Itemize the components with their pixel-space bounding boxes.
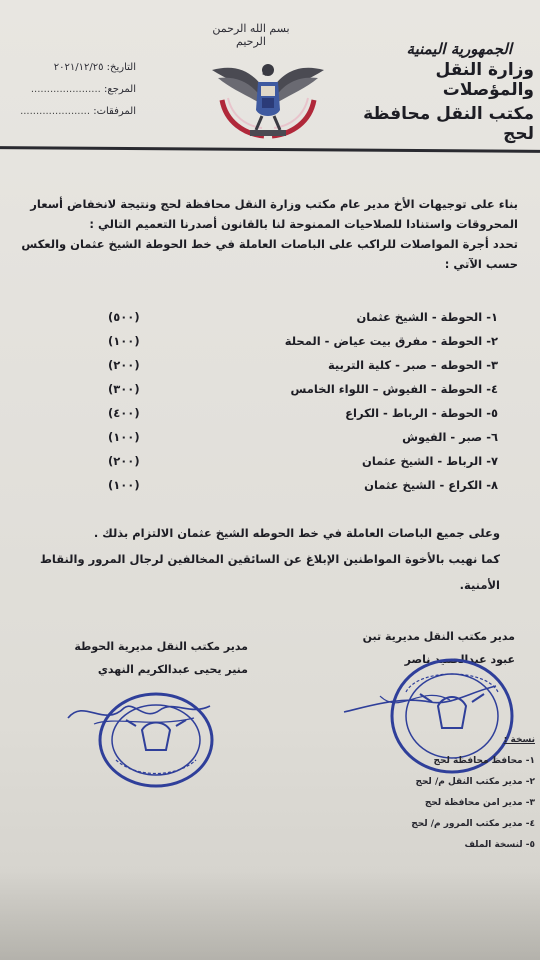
reference-label: المرجع: (104, 84, 136, 95)
yemen-emblem-icon (204, 56, 332, 144)
fare-amount: (١٠٠) (108, 334, 140, 348)
fare-item (0, 454, 540, 478)
signatory-name: منير يحيى عبدالكريم النهدي (97, 663, 248, 676)
signatory-name: عبود عبدالحميد ناصر (404, 653, 515, 666)
fare-amount: (٢٠٠) (108, 454, 140, 468)
signatory-title: مدير مكتب النقل مديرية الحوطة (74, 640, 248, 653)
copy-item: ٣- مدير امن محافظة لحج (424, 798, 535, 808)
letter-body (13, 194, 518, 274)
reference-dots: ...................... (30, 84, 101, 95)
copies-heading: نسخة : (503, 735, 535, 745)
fare-item (0, 334, 540, 358)
fare-route: ٥- الحوطة - الرباط - الكراع (345, 406, 498, 420)
copy-item: ١- محافظ محافظة لحج (433, 756, 535, 766)
signature-block-hawta (58, 640, 248, 676)
letter-meta (6, 62, 136, 128)
office-name: مكتب النقل محافظة لحج (363, 104, 534, 144)
fare-amount: (٥٠٠) (108, 310, 140, 324)
official-stamp-icon (96, 690, 216, 790)
attachments-dots: ...................... (20, 106, 91, 117)
decision-paragraph: تحدد أجرة المواصلات للراكب على الباصات العاملة في خط الحوطة الشيخ عثمان والعكس حسب الآتي : (21, 237, 518, 271)
fare-route: ٧- الرباط - الشيخ عثمان (362, 454, 498, 468)
attachments-label: المرفقات: (93, 106, 136, 117)
fare-amount: (١٠٠) (108, 430, 140, 444)
copy-item: ٥- لنسخة الملف (464, 840, 535, 850)
date-label: التاريخ: (106, 62, 136, 73)
intro-paragraph: بناء على توجيهات الأخ مدير عام مكتب وزارة النقل محافظة لحج ونتيجة لانخفاض أسعار المحروقات واستنادا للصلاحيات الممنوحة لنا بالقانون أصدرنا التعميم التالي : (30, 197, 518, 231)
closing-line-1: وعلى جميع الباصات العاملة في خط الحوطه الشيخ عثمان الالتزام بذلك . (93, 526, 500, 540)
letterhead (344, 40, 534, 144)
fare-route: ٨- الكراع - الشيخ عثمان (364, 478, 498, 492)
fare-route: ٢- الحوطة - مفرق بيت عياض - المحلة (284, 334, 498, 348)
signatory-title: مدير مكتب النقل مديرية تبن (362, 630, 515, 643)
date-row (6, 62, 136, 84)
copy-item: ٢- مدير مكتب النقل م/ لحج (415, 777, 535, 787)
fare-item (0, 430, 540, 454)
fare-route: ٦- صبر - الفيوش (402, 430, 498, 444)
page-shadow (0, 870, 540, 960)
ministry-name: وزارة النقل والمؤصلات (435, 60, 534, 100)
fare-item (0, 382, 540, 406)
copies-list (400, 730, 535, 856)
closing-text (30, 520, 500, 598)
republic-name: الجمهورية اليمنية (406, 40, 512, 58)
fare-amount: (١٠٠) (108, 478, 140, 492)
fare-route: ٣- الحوطه – صبر - كلية التربية (327, 358, 498, 372)
fare-amount: (٢٠٠) (108, 358, 140, 372)
fare-item (0, 406, 540, 430)
reference-row (6, 84, 136, 106)
closing-line-2: كما نهيب بالأخوة المواطنين الإبلاغ عن السائقين المخالفين لرجال المرور والنقاط الأمنية. (39, 552, 500, 592)
fare-amount: (٤٠٠) (108, 406, 140, 420)
basmala: بسم الله الرحمن الرحيم (212, 22, 290, 48)
date-value: ٢٠٢١/١٢/٢٥ (53, 62, 104, 73)
fare-item (0, 310, 540, 334)
fare-amount: (٣٠٠) (108, 382, 140, 396)
fare-item (0, 478, 540, 502)
fare-route: ٤- الحوطة – الفيوش – اللواء الخامس (290, 382, 498, 396)
fare-route: ١- الحوطة - الشيخ عثمان (356, 310, 498, 324)
header-divider (0, 146, 540, 153)
attachments-row (6, 106, 136, 128)
copy-item: ٤- مدير مكتب المرور م/ لحج (411, 819, 535, 829)
fare-item (0, 358, 540, 382)
